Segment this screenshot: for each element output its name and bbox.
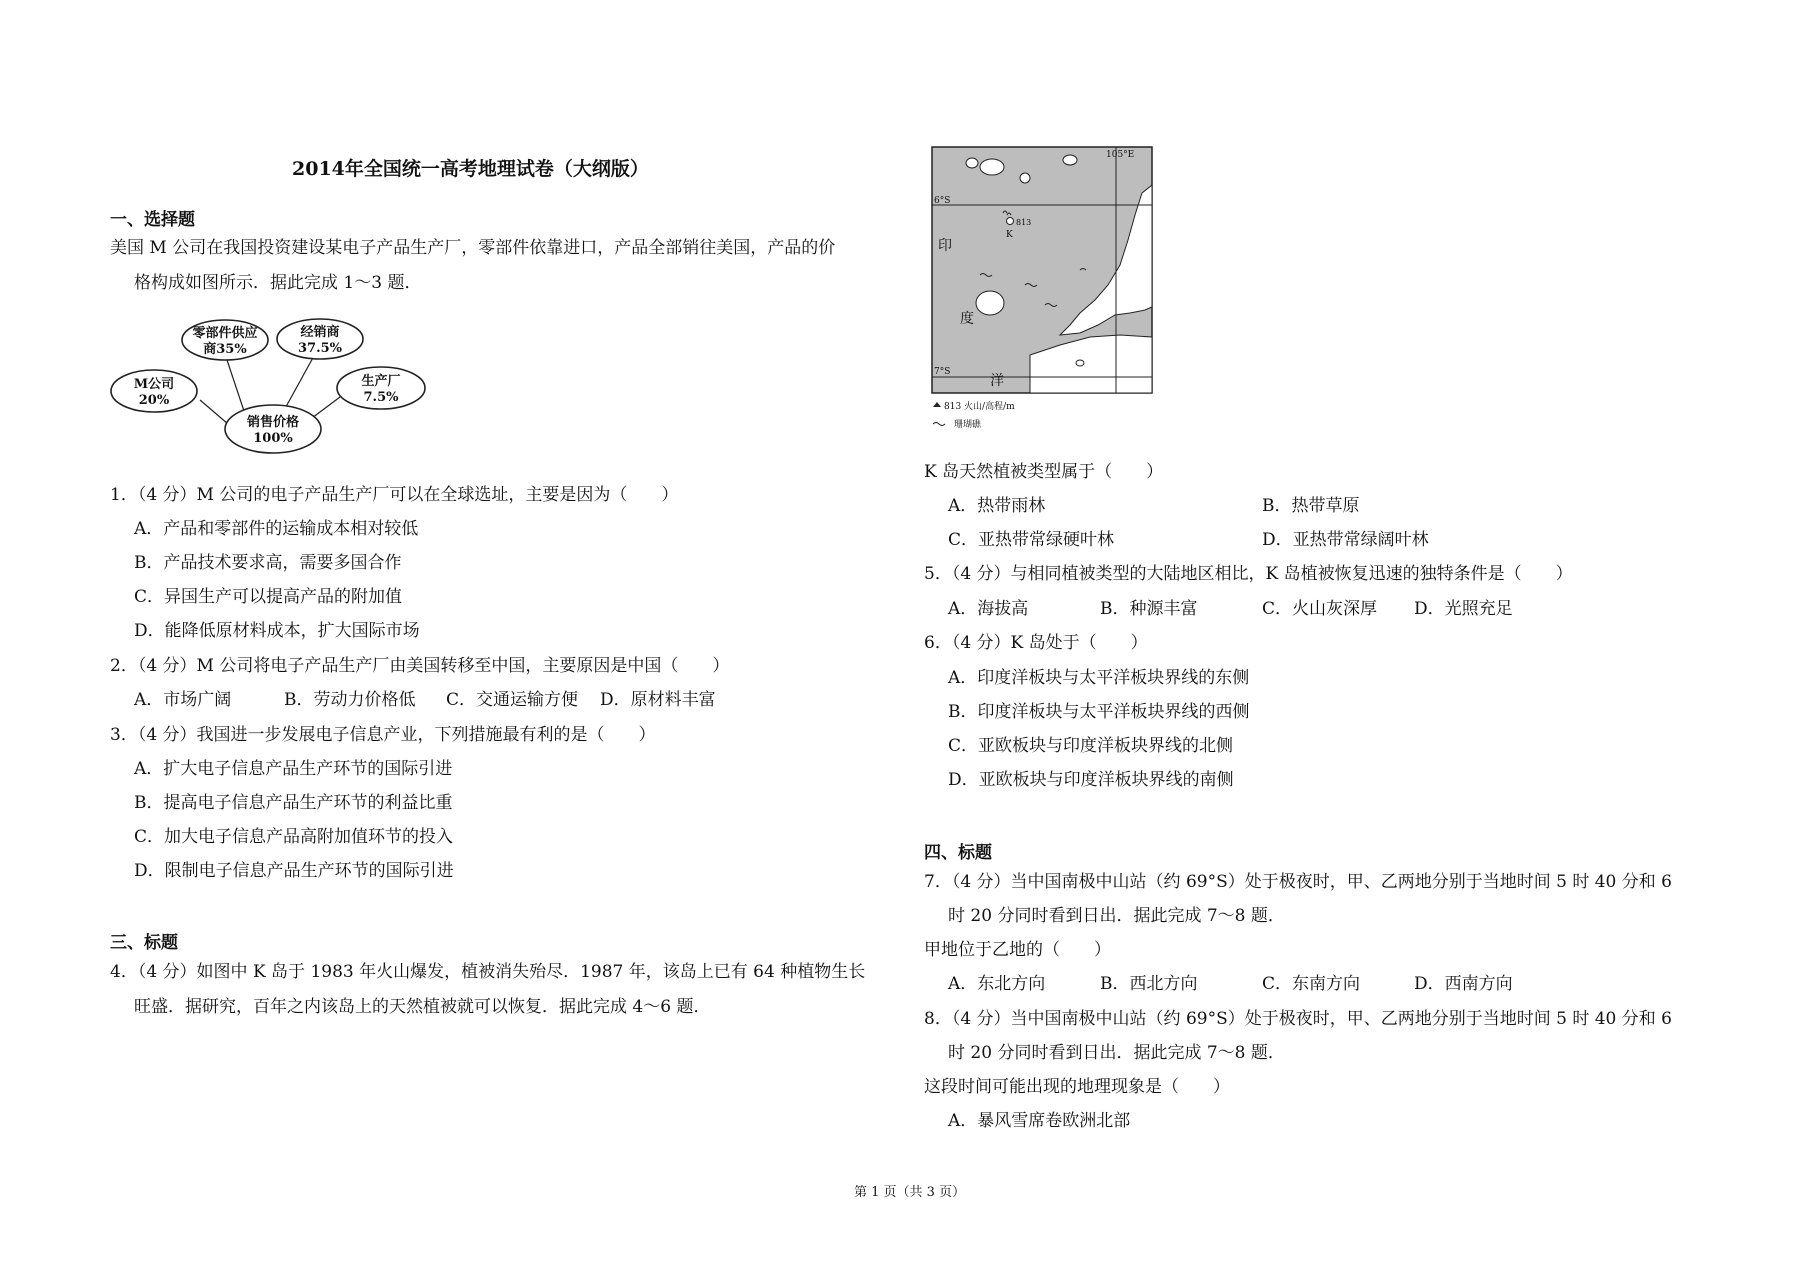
price-composition-diagram xyxy=(110,312,430,460)
question-1-option-a: A．产品和零部件的运输成本相对较低 xyxy=(134,519,419,539)
question-8-line-2: 时 20 分同时看到日出．据此完成 7～8 题． xyxy=(948,1043,1285,1063)
sea-label-char: 度 xyxy=(960,311,974,327)
node-value: 37.5% xyxy=(297,341,343,356)
question-8-line-1: 8．（4 分）当中国南极中山站（约 69°S）处于极夜时，甲、乙两地分别于当地时间 5 时 40 分和 6 xyxy=(924,1009,1672,1029)
latitude-label-bottom: 7°S xyxy=(934,367,951,377)
question-7-line-1: 7．（4 分）当中国南极中山站（约 69°S）处于极夜时，甲、乙两地分别于当地时间 5 时 40 分和 6 xyxy=(924,872,1672,892)
small-island xyxy=(1063,155,1077,165)
question-4-option-a: A．热带雨林 xyxy=(948,496,1046,516)
question-2-option-c: C．交通运输方便 xyxy=(446,690,579,710)
question-5-option-c: C．火山灰深厚 xyxy=(1262,599,1378,619)
node-label: 零部件供应 xyxy=(192,326,258,341)
question-3-option-c: C．加大电子信息产品高附加值环节的投入 xyxy=(134,827,454,847)
question-1-option-c: C．异国生产可以提高产品的附加值 xyxy=(134,587,403,607)
question-6-option-a: A．印度洋板块与太平洋板块界线的东侧 xyxy=(948,668,1250,688)
question-3-option-d: D．限制电子信息产品生产环节的国际引进 xyxy=(134,861,454,881)
question-4-option-d: D．亚热带常绿阔叶林 xyxy=(1262,530,1429,550)
question-4-option-b: B．热带草原 xyxy=(1262,496,1360,516)
intro-line-1: 美国 M 公司在我国投资建设某电子产品生产厂，零部件依靠进口，产品全部销往美国，产品的价 xyxy=(110,238,836,258)
question-8-sub-stem: 这段时间可能出现的地理现象是（ ） xyxy=(924,1077,1230,1097)
question-5-option-a: A．海拔高 xyxy=(948,599,1029,619)
section-heading-3: 三、标题 xyxy=(110,933,178,953)
question-4-line-1: 4．（4 分）如图中 K 岛于 1983 年火山爆发，植被消失殆尽．1987 年，该岛上已有 64 种植物生长 xyxy=(110,962,866,982)
legend-volcano-text: 813 火山/高程/m xyxy=(944,402,1015,412)
question-5-option-d: D．光照充足 xyxy=(1414,599,1513,619)
question-4-option-c: C．亚热带常绿硬叶林 xyxy=(948,530,1115,550)
question-4-line-2: 旺盛．据研究，百年之内该岛上的天然植被就可以恢复．据此完成 4～6 题． xyxy=(134,997,711,1017)
question-7-option-b: B．西北方向 xyxy=(1100,974,1198,994)
node-value: 20% xyxy=(138,393,170,408)
question-6-option-d: D．亚欧板块与印度洋板块界线的南侧 xyxy=(948,770,1234,790)
page-title: 2014年全国统一高考地理试卷（大纲版） xyxy=(292,158,649,180)
node-label: 经销商 xyxy=(300,325,340,340)
small-island xyxy=(976,291,1004,315)
question-2-option-a: A．市场广阔 xyxy=(134,690,232,710)
section-heading-1: 一、选择题 xyxy=(110,210,195,230)
page-footer: 第 1 页（共 3 页） xyxy=(854,1185,966,1200)
latitude-label-top: 6°S xyxy=(934,196,951,206)
question-6-stem: 6．（4 分）K 岛处于（ ） xyxy=(924,633,1148,653)
question-5-stem: 5．（4 分）与相同植被类型的大陆地区相比，K 岛植被恢复迅速的独特条件是（ ） xyxy=(924,564,1573,584)
intro-line-2: 格构成如图所示．据此完成 1～3 题． xyxy=(134,273,422,293)
question-5-option-b: B．种源丰富 xyxy=(1100,599,1198,619)
question-7-option-d: D．西南方向 xyxy=(1414,974,1513,994)
node-value: 商35% xyxy=(203,342,247,357)
question-6-option-c: C．亚欧板块与印度洋板块界线的北侧 xyxy=(948,736,1234,756)
small-island xyxy=(1020,173,1030,183)
question-2-option-b: B．劳动力价格低 xyxy=(284,690,416,710)
legend-coral-text: 珊瑚礁 xyxy=(954,420,982,430)
node-label: 生产厂 xyxy=(361,374,401,389)
question-7-option-c: C．东南方向 xyxy=(1262,974,1361,994)
section-heading-4: 四、标题 xyxy=(924,843,992,863)
question-3-option-b: B．提高电子信息产品生产环节的利益比重 xyxy=(134,793,453,813)
question-6-option-b: B．印度洋板块与太平洋板块界线的西侧 xyxy=(948,702,1250,722)
question-8-option-a: A．暴风雪席卷欧洲北部 xyxy=(948,1111,1131,1131)
k-island-map xyxy=(930,145,1175,435)
node-value: 100% xyxy=(253,431,293,446)
node-value: 7.5% xyxy=(363,390,399,405)
node-label: M公司 xyxy=(133,377,175,392)
volcano-marker-icon xyxy=(1007,218,1014,225)
small-island xyxy=(1076,360,1084,366)
legend-volcano-icon xyxy=(933,402,941,407)
longitude-label: 105°E xyxy=(1106,150,1135,160)
question-2-stem: 2．（4 分）M 公司将电子产品生产厂由美国转移至中国，主要原因是中国（ ） xyxy=(110,656,730,676)
small-island xyxy=(980,159,1004,175)
node-label: 销售价格 xyxy=(246,415,300,430)
question-1-option-d: D．能降低原材料成本，扩大国际市场 xyxy=(134,621,420,641)
small-island xyxy=(966,158,978,168)
question-1-option-b: B．产品技术要求高，需要多国合作 xyxy=(134,553,402,573)
question-2-option-d: D．原材料丰富 xyxy=(600,690,716,710)
question-4-sub-stem: K 岛天然植被类型属于（ ） xyxy=(924,462,1164,482)
question-1-stem: 1．（4 分）M 公司的电子产品生产厂可以在全球选址，主要是因为（ ） xyxy=(110,485,679,505)
question-3-stem: 3．（4 分）我国进一步发展电子信息产业，下列措施最有利的是（ ） xyxy=(110,725,656,745)
k-island-label: K xyxy=(1006,230,1013,240)
question-7-option-a: A．东北方向 xyxy=(948,974,1046,994)
legend-coral-icon xyxy=(933,423,945,426)
question-7-line-2: 时 20 分同时看到日出．据此完成 7～8 题． xyxy=(948,906,1285,926)
question-7-sub-stem: 甲地位于乙地的（ ） xyxy=(924,940,1111,960)
volcano-elevation-label: 813 xyxy=(1016,218,1032,227)
sea-label-char: 印 xyxy=(938,238,952,254)
sea-label-char: 洋 xyxy=(990,373,1004,389)
question-3-option-a: A．扩大电子信息产品生产环节的国际引进 xyxy=(134,759,453,779)
